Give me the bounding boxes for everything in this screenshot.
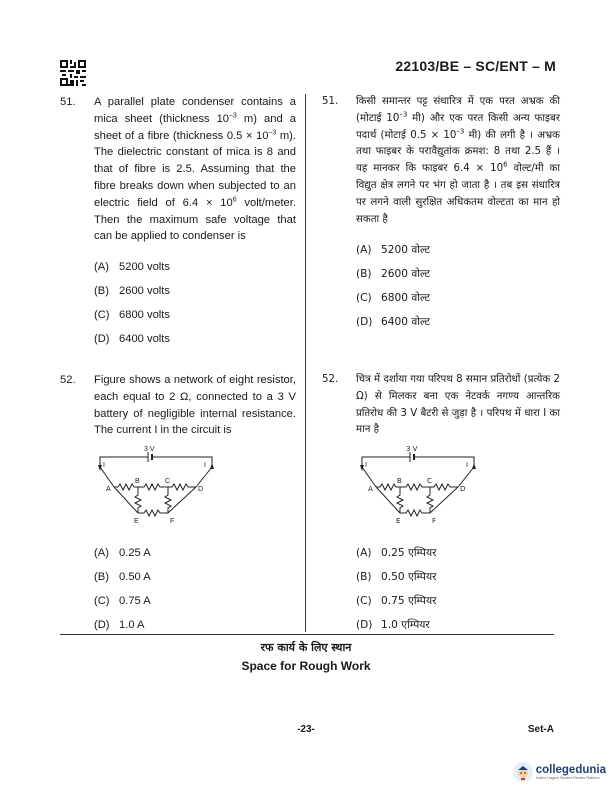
node-e-label: E	[396, 517, 401, 526]
question-number: 52.	[60, 374, 76, 386]
collegedunia-logo	[513, 762, 606, 782]
battery-label: 3 V	[144, 446, 155, 454]
question-52-hi	[322, 372, 560, 637]
page-number: -23-	[297, 724, 315, 735]
option-a[interactable]: (A) 0.25 एम्पियर	[356, 547, 437, 560]
node-a-label: A	[106, 486, 111, 494]
option-c[interactable]: (C) 6800 volts	[94, 309, 170, 322]
option-b[interactable]: (B) 2600 volts	[94, 285, 170, 298]
current-right-label: I	[466, 461, 469, 470]
node-e-label: E	[134, 518, 139, 526]
options-list	[356, 238, 560, 334]
mascot-icon	[513, 762, 533, 782]
question-51-hi	[322, 94, 560, 334]
options-list	[94, 541, 296, 637]
question-52-en	[60, 372, 296, 637]
logo-tagline: India's Largest Student Review Platform	[535, 775, 600, 780]
current-left-label: I	[103, 462, 105, 470]
qr-code-icon	[60, 60, 86, 86]
option-d[interactable]: (D) 1.0 एम्पियर	[356, 619, 430, 632]
question-51-en	[60, 94, 296, 351]
question-number: 51.	[60, 96, 76, 108]
node-c-label: C	[165, 478, 171, 486]
logo-name: collegedunia	[535, 763, 606, 776]
node-b-label: B	[135, 478, 140, 486]
option-c[interactable]: (C) 0.75 एम्पियर	[356, 595, 437, 608]
option-c[interactable]: (C) 0.75 A	[94, 595, 151, 608]
question-number: 52.	[322, 374, 339, 385]
rough-work-divider	[60, 634, 554, 635]
question-text: किसी समान्तर पट्ट संधारित्र में एक परत अभ्रक की (मोटाई $10^{-3}$ मी) और एक परत किसी अन्य फाइबर पदार्थ (मोटाई $0.5 \times 10^{-3}$ मी) की लगी है । अभ्रक तथा फाइबर के परावैद्युतांक क्रमश: 8 तथा 2.5 हैं । यह मानकर कि फाइबर $6.4 \times 10^6$ वोल्ट/मी का विद्युत क्षेत्र लगने पर भंग हो जाता है । तब इस संधारित्र पर लगने वाली सुरक्षित अधिकतम वोल्टता का मान हो सकता है	[356, 96, 561, 225]
current-right-label: I	[204, 462, 206, 470]
resistor-network-diagram	[92, 445, 222, 537]
node-d-label: D	[460, 485, 466, 494]
question-text: चित्र में दर्शाया गया परिपथ 8 समान प्रतिरोधों (प्रत्येक 2 Ω) से मिलकर बना एक नेटवर्क नगण्य आन्तरिक प्रतिरोध की 3 V बैटरी से जुड़ा है । परिपथ में धारा I का मान है	[356, 374, 560, 436]
option-d[interactable]: (D) 6400 volts	[94, 333, 170, 346]
option-a[interactable]: (A) 0.25 A	[94, 547, 151, 560]
option-a[interactable]: (A) 5200 वोल्ट	[356, 244, 430, 257]
rough-work-title-en: Space for Rough Work	[241, 659, 371, 673]
node-b-label: B	[397, 477, 402, 486]
option-d[interactable]: (D) 6400 वोल्ट	[356, 316, 430, 329]
node-f-label: F	[170, 518, 175, 526]
current-left-label: I	[365, 461, 368, 470]
set-label: Set-A	[527, 724, 554, 735]
question-number: 51.	[322, 96, 339, 107]
options-list	[94, 255, 296, 351]
battery-label: 3 V	[406, 445, 418, 454]
question-text: A parallel plate condenser contains a mica sheet (thickness $10^{-3}$ m) and a sheet of a fibre (thickness $0.5 \times 10^{-3}$ m). The dielectric constant of mica is 8 and that of fibre is 2.5. Assuming that the fibre breaks down when subjected to an electric field of $6.4 \times 10^6$ volt/meter. Then the maximum safe voltage that can be applied to condenser is	[94, 96, 296, 243]
node-a-label: A	[368, 485, 373, 494]
node-d-label: D	[198, 486, 204, 494]
options-list	[356, 541, 560, 637]
option-b[interactable]: (B) 2600 वोल्ट	[356, 268, 430, 281]
option-b[interactable]: (B) 0.50 A	[94, 571, 151, 584]
column-divider	[305, 94, 306, 632]
resistor-network-diagram	[354, 445, 484, 537]
rough-work-title-hi: रफ कार्य के लिए स्थान	[260, 641, 352, 654]
node-c-label: C	[427, 477, 432, 486]
option-b[interactable]: (B) 0.50 एम्पियर	[356, 571, 437, 584]
question-text: Figure shows a network of eight resistor, each equal to 2 Ω, connected to a 3 V battery of negligible internal resistance. The current I in the circuit is	[94, 374, 296, 437]
paper-code: 22103/BE – SC/ENT – M	[395, 58, 556, 74]
option-d[interactable]: (D) 1.0 A	[94, 619, 145, 632]
node-f-label: F	[432, 517, 437, 526]
option-c[interactable]: (C) 6800 वोल्ट	[356, 292, 430, 305]
option-a[interactable]: (A) 5200 volts	[94, 261, 170, 274]
